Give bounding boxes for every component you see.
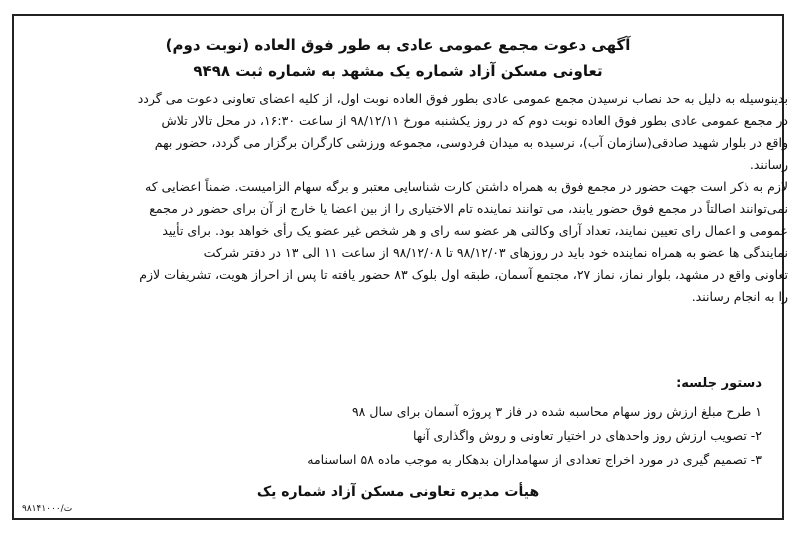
announcement-title: آگهی دعوت مجمع عمومی عادی به طور فوق العاده (نوبت دوم) (165, 36, 631, 54)
agenda-title: دستور جلسه: (676, 376, 762, 391)
agenda-item: ۱ طرح مبلغ ارزش روز سهام محاسبه شده در فاز ۳ پروژه آسمان برای سال ۹۸ (351, 404, 762, 419)
agenda-item: ۲- تصویب ارزش روز واحدهای در اختیار تعاونی و روش واگذاری آنها (412, 428, 762, 443)
text-line: نمایندگی ها عضو به همراه نماینده خود باید در روزهای ۹۸/۱۲/۰۳ تا ۹۸/۱۲/۰۸ از ساعت ۱۱ الی ۱۳ در دفتر شرکت (203, 245, 788, 260)
announcement-frame (12, 14, 788, 520)
reference-code: ۹۸۱۴۱۰۰۰/ت (22, 504, 73, 514)
text-line: واقع در بلوار شهید صادقی(سازمان آب)، نرسیده به میدان فردوسی، مجموعه ورزشی کارگران برگزار می گردد، حضور بهم (154, 135, 788, 150)
signature: هیأت مدیره تعاونی مسکن آزاد شماره یک (256, 484, 540, 500)
text-line: عمومی و اعمال رای تعیین نمایند، تعداد آرای وکالتی هر عضو سه رای و هر شخص غیر عضو یک رأی خواهد بود. برای تأیید (162, 223, 788, 238)
text-line: بدینوسیله به دلیل به حد نصاب نرسیدن مجمع عمومی عادی بطور فوق العاده نوبت اول، از کلیه اعضای تعاونی دعوت می گردد (137, 91, 788, 106)
agenda-item: ۳- تصمیم گیری در مورد اخراج تعدادی از سهامداران بدهکار به موجب ماده ۵۸ اساسنامه (307, 452, 762, 467)
announcement-subtitle: تعاونی مسکن آزاد شماره یک مشهد به شماره ثبت ۹۴۹۸ (193, 62, 603, 80)
text-line: نمی‌توانند اصالتاً در مجمع فوق حضور یابند، می توانند نماینده تام الاختیاری را از بین اعضا یا خارج از آن برای حضور در مجمع (149, 201, 788, 216)
paragraph-requirements (32, 176, 788, 308)
paragraph-invitation (32, 88, 788, 176)
agenda-list (307, 400, 762, 472)
text-line: رسانند. (749, 157, 788, 172)
text-line: در مجمع عمومی عادی بطور فوق العاده نوبت دوم که در روز یکشنبه مورخ ۹۸/۱۲/۱۱ از ساعت ۱۶:۳۰، در محل تالار تلاش (161, 113, 788, 128)
text-line: را به انجام رسانند. (691, 289, 788, 304)
text-line: تعاونی واقع در مشهد، بلوار نماز، نماز ۲۷، مجتمع آسمان، طبقه اول بلوک ۸۳ حضور یافته تا پس از احراز هویت، تشریفات لازم (139, 267, 788, 282)
text-line: لازم به ذکر است جهت حضور در مجمع فوق به همراه داشتن کارت شناسایی معتبر و برگه سهام الزامیست. ضمناً اعضایی که (145, 179, 788, 194)
